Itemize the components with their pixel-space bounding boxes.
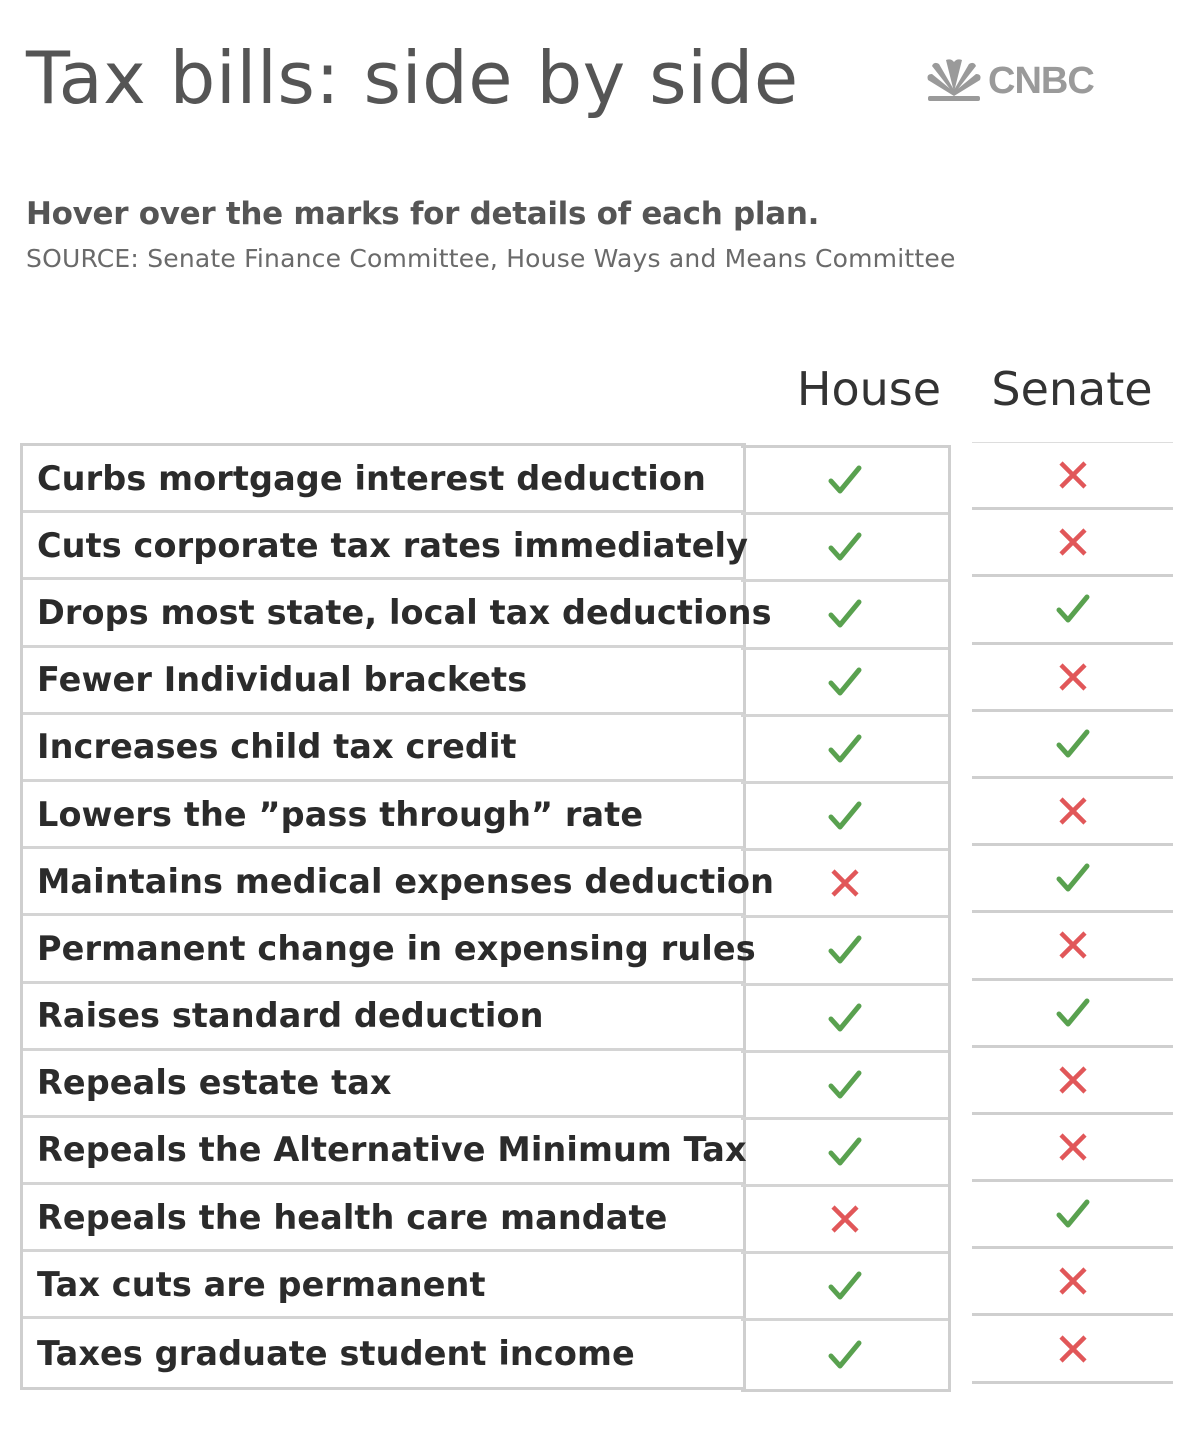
senate-cell — [972, 1182, 1173, 1249]
senate-marks-column — [972, 442, 1173, 1384]
row-label: Raises standard deduction — [37, 996, 544, 1036]
house-marks-column — [741, 445, 951, 1392]
x-mark-icon[interactable] — [1055, 927, 1091, 963]
table-row — [23, 849, 775, 916]
house-cell — [741, 582, 948, 649]
subtitle: Hover over the marks for details of each plan. — [26, 196, 820, 232]
check-mark-icon[interactable] — [1055, 995, 1091, 1031]
table-row — [23, 648, 743, 715]
column-header-house: House — [796, 362, 942, 416]
column-header-senate: Senate — [991, 362, 1153, 416]
row-label: Permanent change in expensing rules — [37, 928, 756, 968]
table-row — [23, 446, 743, 513]
page-title: Tax bills: side by side — [26, 36, 799, 120]
row-label: Curbs mortgage interest deduction — [37, 458, 706, 498]
x-mark-icon[interactable] — [1055, 659, 1091, 695]
x-mark-icon[interactable] — [1055, 457, 1091, 493]
table-row — [23, 782, 743, 849]
senate-cell — [972, 1316, 1173, 1383]
x-mark-icon[interactable] — [827, 1201, 863, 1237]
row-label: Increases child tax credit — [37, 727, 517, 767]
row-label: Taxes graduate student income — [37, 1333, 635, 1373]
row-label: Repeals the health care mandate — [37, 1197, 668, 1237]
senate-cell — [972, 712, 1173, 779]
check-mark-icon[interactable] — [827, 932, 863, 968]
senate-cell — [972, 645, 1173, 712]
table-row — [23, 715, 743, 782]
house-cell — [741, 448, 948, 515]
row-label: Fewer Individual brackets — [37, 660, 528, 700]
table-row — [23, 580, 772, 647]
row-label: Repeals the Alternative Minimum Tax — [37, 1130, 747, 1170]
check-mark-icon[interactable] — [827, 1000, 863, 1036]
row-label: Drops most state, local tax deductions — [37, 592, 772, 632]
senate-cell — [972, 443, 1173, 510]
senate-cell — [972, 510, 1173, 577]
house-cell — [741, 1321, 948, 1388]
table-row — [23, 1051, 743, 1118]
house-cell — [741, 986, 948, 1053]
x-mark-icon[interactable] — [1055, 793, 1091, 829]
house-cell — [741, 918, 948, 985]
table-row — [23, 984, 743, 1051]
senate-cell — [972, 1048, 1173, 1115]
check-mark-icon[interactable] — [827, 1268, 863, 1304]
row-label: Repeals estate tax — [37, 1063, 392, 1103]
senate-cell — [972, 1249, 1173, 1316]
senate-cell — [972, 913, 1173, 980]
table-row — [23, 1319, 743, 1386]
row-labels-column — [20, 443, 775, 1390]
check-mark-icon[interactable] — [827, 664, 863, 700]
check-mark-icon[interactable] — [1055, 860, 1091, 896]
house-cell — [741, 1187, 948, 1254]
row-label: Tax cuts are permanent — [37, 1264, 486, 1304]
table-row — [23, 1252, 743, 1319]
check-mark-icon[interactable] — [827, 1067, 863, 1103]
x-mark-icon[interactable] — [1055, 1062, 1091, 1098]
house-cell — [741, 784, 948, 851]
x-mark-icon[interactable] — [1055, 1263, 1091, 1299]
table-row — [23, 513, 749, 580]
check-mark-icon[interactable] — [827, 596, 863, 632]
senate-cell — [972, 1115, 1173, 1182]
cnbc-logo — [924, 58, 1164, 102]
x-mark-icon[interactable] — [1055, 1129, 1091, 1165]
check-mark-icon[interactable] — [827, 529, 863, 565]
x-mark-icon[interactable] — [1055, 1331, 1091, 1367]
senate-cell — [972, 981, 1173, 1048]
check-mark-icon[interactable] — [827, 462, 863, 498]
check-mark-icon[interactable] — [1055, 591, 1091, 627]
senate-cell — [972, 779, 1173, 846]
row-label: Cuts corporate tax rates immediately — [37, 525, 749, 565]
house-cell — [741, 515, 948, 582]
house-cell — [741, 851, 948, 918]
x-mark-icon[interactable] — [1055, 524, 1091, 560]
check-mark-icon[interactable] — [827, 1134, 863, 1170]
check-mark-icon[interactable] — [827, 1337, 863, 1373]
house-cell — [741, 650, 948, 717]
check-mark-icon[interactable] — [827, 798, 863, 834]
check-mark-icon[interactable] — [827, 731, 863, 767]
row-label: Maintains medical expenses deduction — [37, 861, 775, 901]
table-row — [23, 916, 756, 983]
house-cell — [741, 717, 948, 784]
table-row — [23, 1118, 747, 1185]
house-cell — [741, 1120, 948, 1187]
peacock-icon — [924, 58, 984, 102]
check-mark-icon[interactable] — [1055, 1196, 1091, 1232]
row-label: Lowers the ”pass through” rate — [37, 794, 644, 834]
table-row — [23, 1185, 743, 1252]
source-note: SOURCE: Senate Finance Committee, House Ways and Means Committee — [26, 244, 956, 273]
x-mark-icon[interactable] — [827, 865, 863, 901]
senate-cell — [972, 846, 1173, 913]
check-mark-icon[interactable] — [1055, 726, 1091, 762]
senate-cell — [972, 577, 1173, 644]
logo-wordmark: CNBC — [988, 60, 1094, 102]
house-cell — [741, 1053, 948, 1120]
house-cell — [741, 1254, 948, 1321]
